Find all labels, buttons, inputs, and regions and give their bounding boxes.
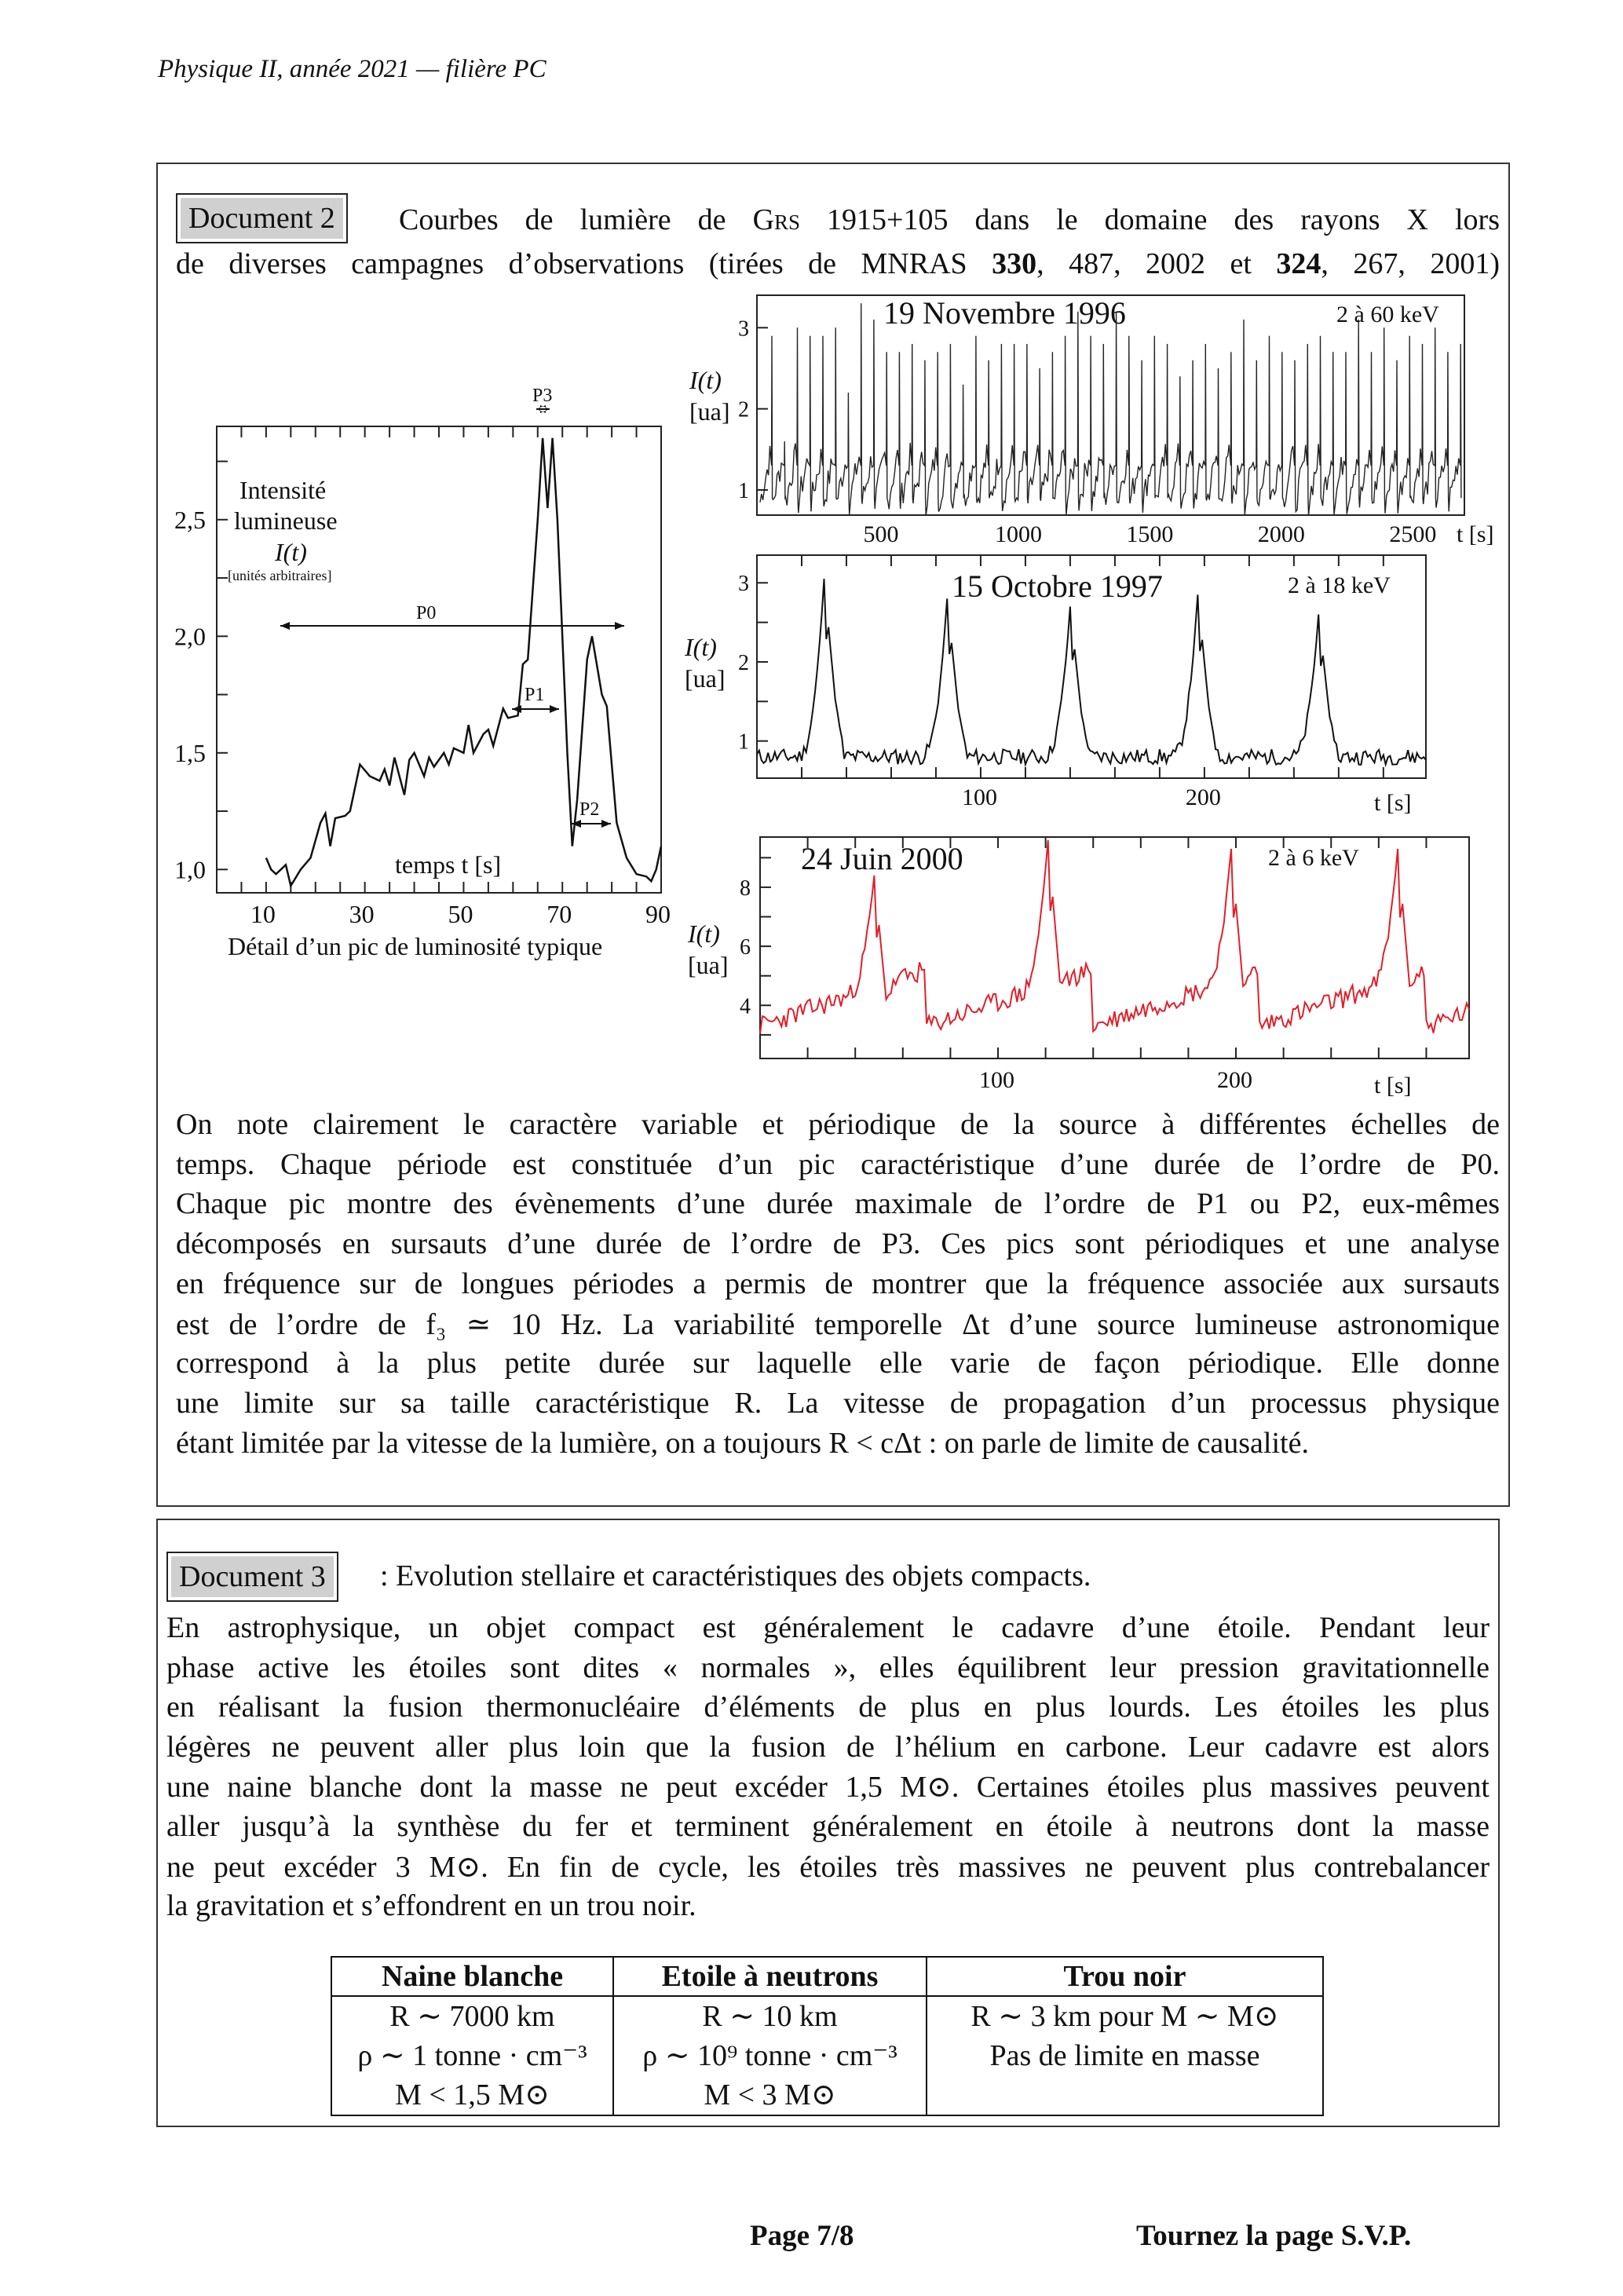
x-axis-label: t [s] [1374, 1073, 1412, 1099]
chart-title: 19 Novembre 1996 [883, 295, 1126, 331]
p2-label: P2 [579, 799, 600, 820]
table-cell: R ∼ 3 km pour M ∼ M⊙ Pas de limite en masse [927, 1996, 1323, 2115]
y-axis-label: I(t) [685, 633, 717, 661]
x-tick-label: 100 [979, 1067, 1015, 1093]
y-axis-label: Intensité [239, 476, 327, 504]
x-axis-label: temps t [s] [395, 850, 502, 879]
paragraph-line: la gravitation et s’effondrent en un trou noir. [166, 1889, 696, 1923]
paragraph-line: en réalisant la fusion thermonucléaire d’éléments de plus en plus lourds. Les étoiles les plus [166, 1691, 1490, 1724]
table-cell: R ∼ 7000 km ρ ∼ 1 tonne · cm⁻³ M < 1,5 M⊙ [331, 1996, 613, 2115]
paragraph-line: aller jusqu’à la synthèse du fer et terminent généralement en étoile à neutrons dont la masse [166, 1810, 1490, 1843]
chart-caption: Détail d’un pic de luminosité typique [228, 932, 603, 960]
paragraph-line: en fréquence sur de longues périodes a permis de montrer que la fréquence associée aux sursauts [176, 1267, 1500, 1300]
x-tick-label: 10 [250, 900, 276, 928]
y-tick-label: 1,0 [174, 855, 206, 884]
paragraph-line: On note clairement le caractère variable et périodique de la source à différentes échelles de [176, 1108, 1500, 1141]
y-tick-label: 2,5 [174, 505, 206, 534]
x-tick-label: 500 [863, 521, 899, 547]
y-tick-label: 3 [738, 572, 749, 597]
x-tick-label: 90 [645, 900, 671, 928]
y-axis-label: [unités arbitraires] [228, 568, 332, 583]
table-cell: R ∼ 10 km ρ ∼ 10⁹ tonne · cm⁻³ M < 3 M⊙ [613, 1996, 927, 2115]
paragraph-line: est de l’ordre de f₃ ≃ 10 Hz. La variabilité temporelle Δt d’une source lumineuse astronomique [176, 1307, 1500, 1341]
y-tick-label: 1 [738, 729, 749, 755]
document-2-caption-line1: Courbes de lumière de Grs 1915+105 dans le domaine des rayons X lors [399, 203, 1501, 236]
y-tick-label: 3 [738, 316, 749, 342]
p3-label: P3 [532, 386, 553, 406]
turn-page-note: Tournez la page S.V.P. [1136, 2220, 1412, 2252]
x-axis-label: t [s] [1374, 790, 1412, 816]
x-tick-label: 50 [448, 900, 473, 928]
y-axis-label: lumineuse [234, 506, 338, 535]
document-2-label: Document 2 [176, 193, 348, 243]
x-tick-label: 100 [961, 784, 997, 810]
paragraph-line: Chaque pic montre des évènements d’une durée maximale de l’ordre de P1 ou P2, eux-mêmes [176, 1187, 1500, 1221]
y-tick-label: 1,5 [174, 738, 206, 767]
running-title: Physique II, année 2021 — filière PC [158, 55, 546, 83]
paragraph-line: légères ne peuvent aller plus loin que la fusion de l’hélium en carbone. Leur cadavre est alors [166, 1730, 1490, 1764]
x-tick-label: 1500 [1126, 521, 1174, 547]
y-tick-label: 1 [738, 478, 749, 503]
y-tick-label: 2 [738, 650, 749, 675]
p0-label: P0 [416, 603, 437, 623]
y-axis-unit: [ua] [685, 664, 726, 693]
table-header: Etoile à neutrons [613, 1957, 927, 1996]
y-tick-label: 8 [740, 876, 751, 901]
y-axis-label: I(t) [688, 919, 720, 948]
x-tick-label: 70 [546, 900, 572, 928]
x-tick-label: 200 [1185, 784, 1221, 810]
x-tick-label: 1000 [994, 521, 1042, 547]
document-2-caption-line2: de diverses campagnes d’observations (tirées de MNRAS 330, 487, 2002 et 324, 267, 2001) [176, 247, 1500, 280]
y-tick-label: 2 [738, 397, 749, 422]
chart-title: 24 Juin 2000 [801, 841, 963, 876]
detail-peak-line [266, 438, 661, 886]
chart-title: 15 Octobre 1997 [952, 569, 1163, 604]
paragraph-line: ne peut excéder 3 M⊙. En fin de cycle, les étoiles très massives ne peuvent plus contrebalancer [166, 1850, 1490, 1884]
y-axis-unit: [ua] [688, 951, 729, 979]
nov-1996-light-curve [760, 303, 1461, 516]
y-axis-label: I(t) [689, 366, 722, 394]
paragraph-line: En astrophysique, un objet compact est généralement le cadavre d’une étoile. Pendant leur [166, 1611, 1490, 1644]
p1-label: P1 [525, 685, 545, 705]
paragraph-line: phase active les étoiles sont dites « normales », elles équilibrent leur pression gravitationnelle [166, 1651, 1490, 1684]
paragraph-line: temps. Chaque période est constituée d’un pic caractéristique d’une durée de l’ordre de P0. [176, 1147, 1500, 1181]
document-3-label: Document 3 [166, 1552, 338, 1602]
paragraph-line: une naine blanche dont la masse ne peut excéder 1,5 M⊙. Certaines étoiles plus massives peuvent [166, 1771, 1490, 1804]
table-header: Naine blanche [331, 1957, 613, 1996]
y-tick-label: 2,0 [174, 622, 206, 651]
energy-range: 2 à 60 keV [1336, 302, 1439, 327]
paragraph-line: étant limitée par la vitesse de la lumière, on a toujours R < cΔt : on parle de limite de causalité. [176, 1426, 1309, 1460]
page-number: Page 7/8 [750, 2220, 854, 2252]
x-tick-label: 200 [1217, 1067, 1253, 1093]
compact-objects-table [331, 1956, 1324, 2116]
energy-range: 2 à 18 keV [1288, 572, 1391, 598]
energy-range: 2 à 6 keV [1268, 845, 1359, 871]
y-tick-label: 6 [740, 935, 751, 960]
y-tick-label: 4 [740, 994, 751, 1019]
x-tick-label: 2000 [1257, 521, 1305, 547]
x-axis-label: t [s] [1457, 521, 1494, 547]
paragraph-line: une limite sur sa taille caractéristique R. La vitesse de propagation d’un processus physique [176, 1386, 1500, 1420]
paragraph-line: décomposés en sursauts d’une durée de l’ordre de P3. Ces pics sont périodiques et une analyse [176, 1227, 1500, 1261]
paragraph-line: correspond à la plus petite durée sur laquelle elle varie de façon périodique. Elle donne [176, 1347, 1500, 1380]
table-header: Trou noir [927, 1957, 1323, 1996]
y-axis-label: I(t) [275, 538, 307, 566]
y-axis-unit: [ua] [689, 397, 730, 426]
x-tick-label: 2500 [1389, 521, 1437, 547]
x-tick-label: 30 [349, 900, 375, 928]
document-3-title: : Evolution stellaire et caractéristiques des objets compacts. [380, 1559, 1091, 1592]
oct-1997-light-curve [757, 579, 1426, 765]
